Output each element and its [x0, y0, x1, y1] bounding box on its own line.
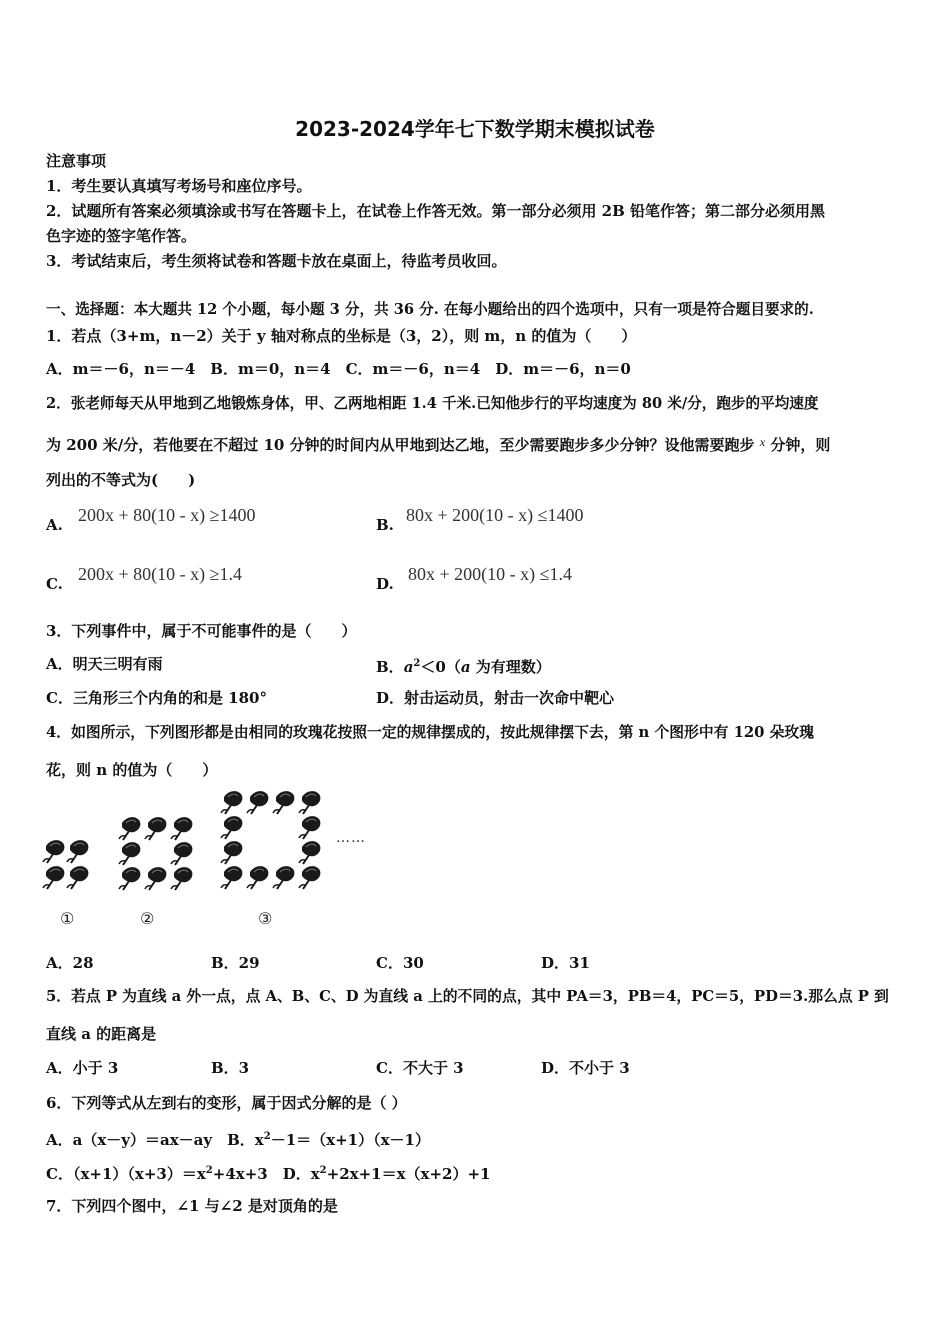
q3-option-b-var2: a	[460, 658, 471, 676]
q1-stem: 1．若点（3+m，n－2）关于 y 轴对称点的坐标是（3，2），则 m，n 的值为（ ）	[46, 327, 637, 345]
q6-options-cd	[46, 1161, 490, 1184]
rose-pattern-2	[119, 817, 192, 890]
q4-option-d: D．31	[541, 954, 590, 972]
q2-stem-line1: 2．张老师每天从甲地到乙地锻炼身体，甲、乙两地相距 1.4 千米.已知他步行的平均速度为 80 米/分，跑步的平均速度	[46, 395, 819, 412]
notice-heading: 注意事项	[46, 152, 107, 170]
q5-stem-line2: 直线 a 的距离是	[46, 1025, 157, 1043]
q3-option-b	[376, 654, 551, 677]
q6-option-c-sup: 2	[205, 1165, 213, 1176]
q2-stem-line2-text: 为 200 米/分，若他要在不超过 10 分钟的时间内从甲地到达乙地，至少需要跑步多少分钟？设他需要跑步	[46, 436, 755, 454]
q4-stem-line1: 4．如图所示，下列图形都是由相同的玫瑰花按照一定的规律摆成的，按此规律摆下去，第 n 个图形中有 120 朵玫瑰	[46, 724, 815, 741]
q6-option-cd-part2: +4x+3 D．x	[212, 1165, 320, 1183]
q5-option-b: B．3	[211, 1059, 250, 1077]
figure-label-2: ②	[140, 909, 155, 928]
q4-option-b: B．29	[211, 954, 260, 972]
q2-option-d-label: D.	[376, 575, 394, 593]
rose-pattern-1	[43, 840, 88, 889]
figure-label-3: ③	[258, 909, 273, 928]
q5-option-c: C．不大于 3	[376, 1059, 464, 1077]
q4-option-c: C．30	[376, 954, 424, 972]
section-heading: 一、选择题：本大题共 12 个小题，每小题 3 分，共 36 分. 在每小题给出的四个选项中，只有一项是符合题目要求的.	[46, 301, 814, 318]
notice-item-2-cont: 色字迹的签字笔作答。	[46, 227, 197, 245]
q2-option-a-formula: 200x + 80(10 - x) ≥1400	[78, 505, 256, 525]
q6-option-cd-part3: +2x+1＝x（x+2）+1	[326, 1165, 491, 1183]
q4-option-a: A．28	[46, 954, 94, 972]
q3-option-b-var: a	[403, 658, 414, 676]
q2-stem-line2-tail: 分钟，则	[770, 436, 831, 454]
q2-option-a-label: A.	[46, 516, 63, 534]
q6-option-cd-part1: C．（x+1）（x+3）＝x	[46, 1165, 206, 1183]
notice-item-2: 2．试题所有答案必须填涂或书写在答题卡上，在试卷上作答无效。第一部分必须用 2B 铅笔作答；第二部分必须用黑	[46, 202, 826, 220]
q3-option-c: C．三角形三个内角的和是 180°	[46, 689, 267, 707]
page-title: 2023-2024学年七下数学期末模拟试卷	[295, 117, 655, 141]
q2-stem-line2	[46, 432, 830, 455]
q3-option-b-tail: 为有理数）	[470, 658, 551, 676]
q2-option-c-formula: 200x + 80(10 - x) ≥1.4	[78, 564, 243, 584]
q3-option-a: A．明天三明有雨	[46, 655, 163, 673]
q5-option-d: D．不小于 3	[541, 1059, 630, 1077]
q3-option-b-sup: 2	[413, 658, 421, 669]
q7-stem: 7．下列四个图中，∠1 与∠2 是对顶角的是	[46, 1197, 338, 1215]
q1-options: A．m＝－6，n＝－4 B．m＝0，n＝4 C．m＝－6，n＝4 D．m＝－6，n＝0	[46, 360, 631, 378]
q6-option-ab-part2: －1＝（x+1）（x－1）	[270, 1131, 430, 1149]
q2-variable: x	[759, 435, 766, 449]
q6-option-d-sup: 2	[319, 1165, 327, 1176]
q3-option-b-prefix: B．	[376, 658, 404, 676]
q3-option-b-rest: ＜0（	[420, 658, 461, 676]
q2-stem-line3: 列出的不等式为( )	[46, 471, 196, 489]
q5-stem-line1: 5．若点 P 为直线 a 外一点，点 A、B、C、D 为直线 a 上的不同的点，其中 PA＝3，PB＝4，PC＝5，PD＝3.那么点 P 到	[46, 988, 889, 1005]
q2-option-b-formula: 80x + 200(10 - x) ≤1400	[406, 505, 584, 525]
figure-ellipsis: ……	[336, 830, 366, 846]
rose-pattern-figure	[40, 790, 400, 940]
q3-stem: 3．下列事件中，属于不可能事件的是（ ）	[46, 622, 357, 640]
q6-option-b-sup: 2	[263, 1131, 271, 1142]
rose-pattern-3	[221, 791, 320, 889]
q2-option-b-label: B.	[376, 516, 394, 534]
q6-option-ab-part1: A．a（x－y）＝ax－ay B．x	[46, 1131, 264, 1149]
q4-stem-line2: 花，则 n 的值为（ ）	[46, 761, 218, 779]
q2-option-d-formula: 80x + 200(10 - x) ≤1.4	[408, 564, 573, 584]
q2-option-c-label: C.	[46, 575, 63, 593]
q6-stem: 6．下列等式从左到右的变形，属于因式分解的是（ ）	[46, 1094, 407, 1112]
figure-label-1: ①	[60, 909, 75, 928]
q3-option-d: D．射击运动员，射击一次命中靶心	[376, 689, 615, 707]
q5-option-a: A．小于 3	[46, 1059, 119, 1077]
q6-options-ab	[46, 1127, 430, 1150]
notice-item-3: 3．考试结束后，考生须将试卷和答题卡放在桌面上，待监考员收回。	[46, 252, 507, 270]
notice-item-1: 1．考生要认真填写考场号和座位序号。	[46, 177, 312, 195]
